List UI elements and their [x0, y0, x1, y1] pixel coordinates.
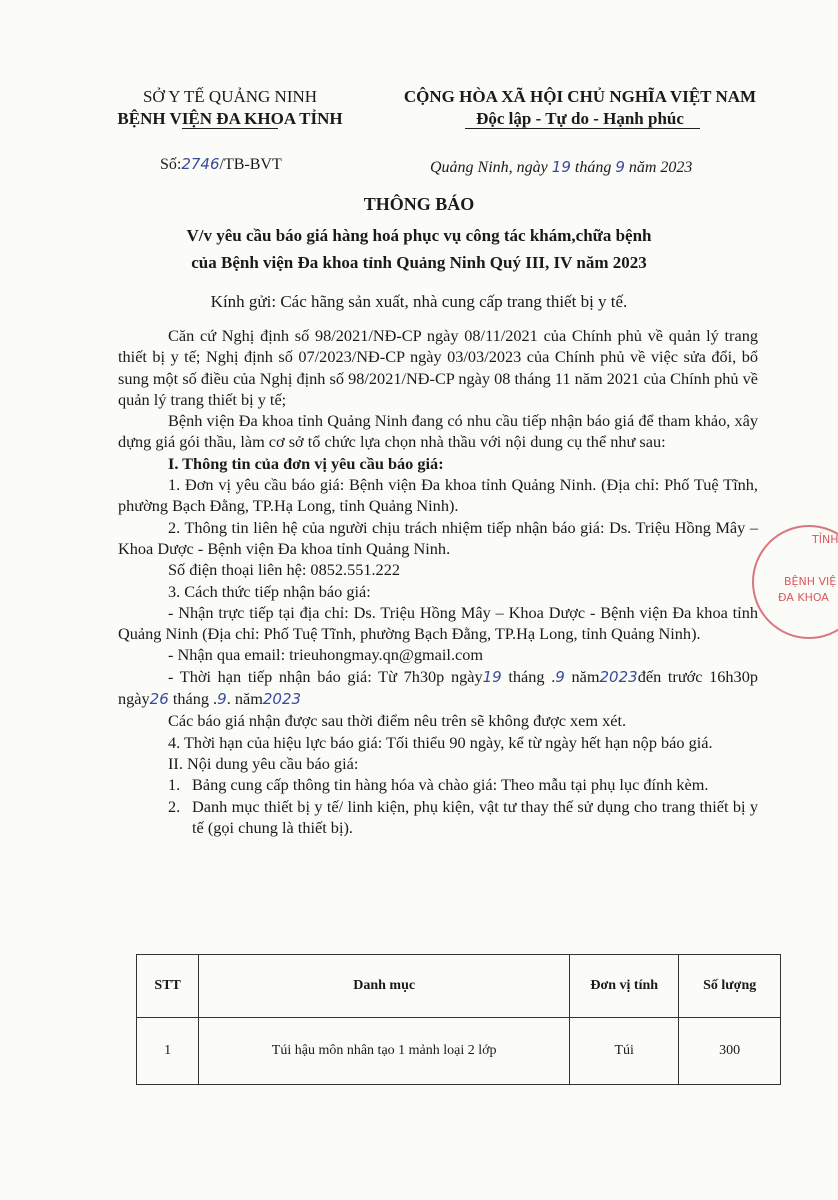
date-day: 19	[551, 158, 571, 176]
motto-underline	[465, 128, 700, 129]
issuer-underline	[182, 128, 278, 129]
issuer-department: SỞ Y TẾ QUẢNG NINH	[142, 87, 318, 106]
col-header-qty: Số lượng	[679, 955, 781, 1018]
requester-info: 1. Đơn vị yêu cầu báo giá: Bệnh viện Đa khoa tỉnh Quảng Ninh. (Địa chỉ: Phố Tuệ Tĩnh, phường Bạch Đằng, TP.Hạ Long, tỉnh Quảng Ninh).	[118, 475, 758, 516]
document-title: THÔNG BÁO	[363, 194, 475, 214]
nation-name: CỘNG HÒA XÃ HỘI CHỦ NGHĨA VIỆT NAM	[403, 87, 757, 106]
deadline-end-day: 26	[149, 690, 169, 709]
legal-basis-paragraph: Căn cứ Nghị định số 98/2021/NĐ-CP ngày 08/11/2021 của Chính phủ về quản lý trang thiết bị y tế; Nghị định số 07/2023/NĐ-CP ngày 03/03/2023 của Chính phủ về việc sửa đổi, bổ sung một số điều của Nghị định số 98/2021/NĐ-CP ngày 08 tháng 11 năm 2021 của Chính phủ về quản lý trang thiết bị y tế;	[118, 326, 758, 409]
contact-phone: Số điện thoại liên hệ: 0852.551.222	[168, 560, 400, 580]
subtitle-line-1: V/v yêu cầu báo giá hàng hoá phục vụ công tác khám,chữa bệnh	[186, 226, 652, 245]
deadline-start-month: 9	[555, 667, 565, 686]
table-row	[137, 1018, 781, 1085]
deadline-end-month: 9	[217, 690, 227, 709]
receipt-email: - Nhận qua email: trieuhongmay.qn@gmail.com	[168, 645, 484, 665]
document-subtitle	[0, 222, 838, 276]
date-prefix: Quảng Ninh, ngày	[430, 159, 552, 176]
receipt-deadline: - Thời hạn tiếp nhận báo giá: Từ 7h30p ngày19 tháng .9 năm2023đến trước 16h30p ngày26 tháng .9. năm2023	[118, 666, 758, 709]
date-mid: tháng	[570, 159, 616, 176]
deadline-start-year: 2023	[599, 667, 638, 686]
red-seal-stamp: TỈNH BỆNH VIỆ ĐA KHOA	[752, 525, 838, 639]
deadline-end-year: 2023	[262, 690, 302, 709]
col-header-unit: Đơn vị tính	[570, 955, 679, 1018]
date-year: năm 2023	[624, 159, 693, 176]
date-month: 9	[615, 158, 625, 176]
docno-prefix: Số:	[160, 156, 182, 173]
cell-item: Túi hậu môn nhân tạo 1 mảnh loại 2 lớp	[199, 1018, 570, 1085]
validity-period: 4. Thời hạn của hiệu lực báo giá: Tối thiểu 90 ngày, kể từ ngày hết hạn nộp báo giá.	[168, 732, 713, 752]
receipt-direct: - Nhận trực tiếp tại địa chỉ: Ds. Triệu Hồng Mây – Khoa Dược - Bệnh viện Đa khoa tỉnh Quảng Ninh (Địa chỉ: Phố Tuệ Tĩnh, phường Bạch Đằng, TP.Hạ Long, tỉnh Quảng Ninh).	[118, 602, 758, 644]
national-motto	[380, 86, 780, 130]
requirements-list	[118, 774, 758, 838]
section-1-heading: I. Thông tin của đơn vị yêu cầu báo giá:	[168, 453, 444, 473]
document-body	[118, 325, 758, 838]
cell-stt: 1	[137, 1018, 199, 1085]
deadline-start-day: 19	[482, 667, 502, 686]
list-item: 1. Bảng cung cấp thông tin hàng hóa và chào giá: Theo mẫu tại phụ lục đính kèm.	[168, 775, 709, 795]
nation-motto: Độc lập - Tự do - Hạnh phúc	[476, 109, 684, 128]
document-number	[160, 155, 282, 174]
col-header-stt: STT	[137, 955, 199, 1018]
issuer-hospital: BỆNH VIỆN ĐA KHOA TỈNH	[117, 109, 343, 128]
receipt-method-heading: 3. Cách thức tiếp nhận báo giá:	[168, 581, 371, 601]
addressee: Kính gửi: Các hãng sản xuất, nhà cung cấp trang thiết bị y tế.	[210, 292, 628, 311]
cell-unit: Túi	[570, 1018, 679, 1085]
purpose-paragraph: Bệnh viện Đa khoa tỉnh Quảng Ninh đang có nhu cầu tiếp nhận báo giá để tham khảo, xây dựng giá gói thầu, làm cơ sở tổ chức lựa chọn nhà thầu với nội dung cụ thể như sau:	[118, 411, 758, 452]
subtitle-line-2: của Bệnh viện Đa khoa tỉnh Quảng Ninh Quý III, IV năm 2023	[191, 253, 647, 272]
docno-suffix: /TB-BVT	[219, 156, 282, 173]
section-2-heading: II. Nội dung yêu cầu báo giá:	[168, 753, 359, 773]
table-header-row	[137, 955, 781, 1018]
items-table	[136, 954, 781, 1085]
contact-info: 2. Thông tin liên hệ của người chịu trách nhiệm tiếp nhận báo giá: Ds. Triệu Hồng Mây – Khoa Dược - Bệnh viện Đa khoa tỉnh Quảng Ninh.	[118, 517, 758, 558]
late-quotes-note: Các báo giá nhận được sau thời điểm nêu trên sẽ không được xem xét.	[168, 711, 627, 731]
document-date	[430, 158, 692, 177]
cell-qty: 300	[679, 1018, 781, 1085]
docno-handwritten: 2746	[181, 155, 220, 173]
col-header-item: Danh mục	[199, 955, 570, 1018]
list-item: 2. Danh mục thiết bị y tế/ linh kiện, phụ kiện, vật tư thay thế sử dụng cho trang thiết bị y tế (gọi chung là thiết bị).	[168, 796, 758, 837]
issuer-block	[95, 86, 365, 130]
